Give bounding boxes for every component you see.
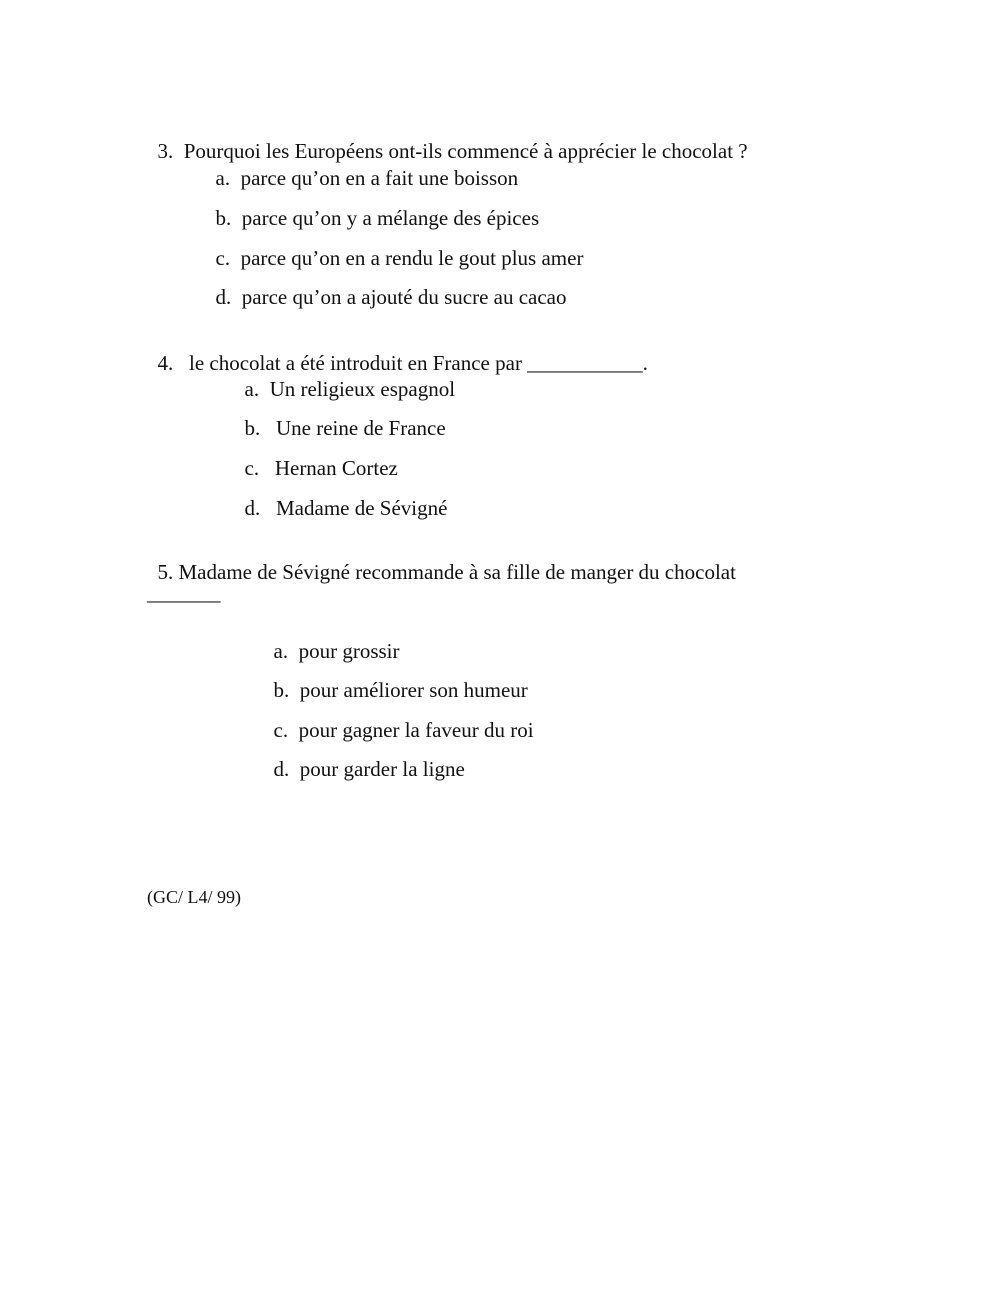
- option-text: pour améliorer son humeur: [299, 678, 528, 702]
- option-item: [263, 659, 528, 701]
- option-item: [234, 397, 446, 439]
- question-text: Pourquoi les Européens ont-ils commencé à apprécier le chocolat ?: [183, 139, 748, 163]
- option-letter: b.: [215, 206, 232, 230]
- option-text: pour garder la ligne: [299, 757, 465, 781]
- option-letter: b.: [244, 416, 261, 440]
- option-letter: d.: [215, 285, 232, 309]
- question-text: Madame de Sévigné recommande à sa fille de manger du chocolat: [178, 560, 736, 584]
- option-letter: d.: [273, 757, 290, 781]
- question-number: 5.: [157, 560, 174, 584]
- option-letter: c.: [273, 718, 289, 742]
- option-text: pour gagner la faveur du roi: [298, 718, 534, 742]
- option-letter: c.: [244, 456, 260, 480]
- option-letter: a.: [215, 166, 231, 190]
- option-text: Madame de Sévigné: [276, 496, 448, 520]
- option-item: [234, 477, 447, 519]
- option-text: parce qu’on a ajouté du sucre au cacao: [241, 285, 567, 309]
- option-text: parce qu’on en a rendu le gout plus amer: [240, 246, 584, 270]
- option-item: [263, 699, 534, 741]
- option-text: parce qu’on en a fait une boisson: [240, 166, 519, 190]
- option-item: [205, 187, 539, 229]
- option-letter: a.: [244, 377, 260, 401]
- option-item: [205, 266, 567, 308]
- option-letter: c.: [215, 246, 231, 270]
- footer-code: (GC/ L4/ 99): [147, 887, 241, 907]
- option-text: Hernan Cortez: [274, 456, 398, 480]
- question-text: le chocolat a été introduit en France par ___________.: [189, 351, 648, 375]
- question-number: 4.: [157, 351, 174, 375]
- option-item: [234, 437, 398, 479]
- option-text: parce qu’on y a mélange des épices: [241, 206, 540, 230]
- answer-blank: _______: [147, 581, 221, 605]
- question-number: 3.: [157, 139, 174, 163]
- option-text: Un religieux espagnol: [269, 377, 456, 401]
- option-letter: a.: [273, 639, 289, 663]
- option-text: Une reine de France: [276, 416, 446, 440]
- question-5: [147, 541, 736, 583]
- option-item: [205, 227, 583, 269]
- option-item: [205, 147, 518, 189]
- option-letter: b.: [273, 678, 290, 702]
- option-item: [263, 738, 465, 780]
- option-item: [234, 358, 455, 400]
- option-letter: d.: [244, 496, 261, 520]
- option-text: pour grossir: [298, 639, 400, 663]
- option-item: [263, 620, 400, 662]
